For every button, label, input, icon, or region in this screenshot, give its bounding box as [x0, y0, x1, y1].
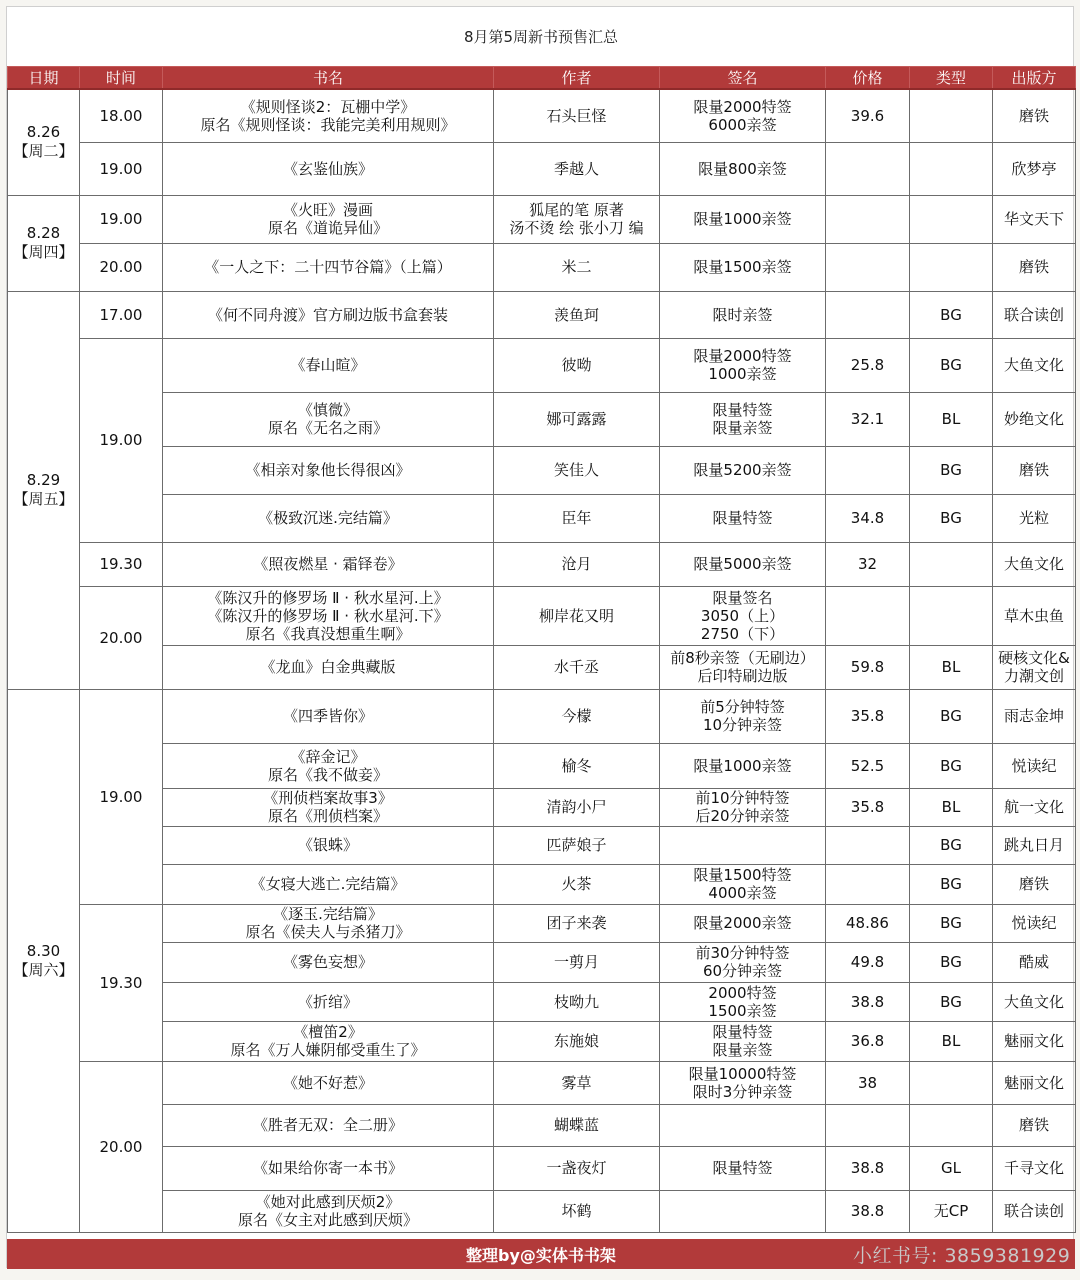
header-time: 时间 — [80, 67, 163, 90]
publisher-cell: 光粒 — [993, 494, 1076, 542]
header-row — [8, 67, 1076, 90]
signature-cell: 限量2000特签 6000亲签 — [660, 89, 826, 142]
genre-cell: BG — [910, 338, 993, 392]
time-cell: 20.00 — [80, 586, 163, 689]
signature-cell: 2000特签 1500亲签 — [660, 982, 826, 1021]
author-cell: 一剪月 — [494, 942, 660, 982]
table-row — [8, 446, 1076, 494]
table-row — [8, 1104, 1076, 1146]
genre-cell: BG — [910, 689, 993, 743]
signature-cell: 限量10000特签 限时3分钟亲签 — [660, 1061, 826, 1104]
author-cell: 榆冬 — [494, 743, 660, 788]
genre-cell: BG — [910, 904, 993, 942]
header-date: 日期 — [8, 67, 80, 90]
genre-cell — [910, 243, 993, 291]
footer-credit: 整理by@实体书书架 — [7, 1239, 1075, 1269]
price-cell: 38.8 — [826, 1190, 910, 1232]
publisher-cell: 华文天下 — [993, 195, 1076, 243]
signature-cell: 限量签名 3050（上） 2750（下） — [660, 586, 826, 645]
table-row — [8, 645, 1076, 689]
watermark: 小红书号: 3859381929 — [853, 1245, 1071, 1267]
genre-cell — [910, 586, 993, 645]
price-cell — [826, 195, 910, 243]
signature-cell: 限量特签 限量亲签 — [660, 1021, 826, 1061]
genre-cell — [910, 1104, 993, 1146]
signature-cell: 前8秒亲签（无刷边） 后印特刷边版 — [660, 645, 826, 689]
genre-cell: BG — [910, 826, 993, 864]
table-row — [8, 904, 1076, 942]
publisher-cell: 跳丸日月 — [993, 826, 1076, 864]
price-cell — [826, 291, 910, 338]
signature-cell: 限量2000特签 1000亲签 — [660, 338, 826, 392]
author-cell: 水千丞 — [494, 645, 660, 689]
genre-cell: BL — [910, 645, 993, 689]
author-cell: 臣年 — [494, 494, 660, 542]
price-cell: 32 — [826, 542, 910, 586]
price-cell: 32.1 — [826, 392, 910, 446]
book-title-cell: 《她对此感到厌烦2》 原名《女主对此感到厌烦》 — [163, 1190, 494, 1232]
publisher-cell: 磨铁 — [993, 864, 1076, 904]
genre-cell — [910, 542, 993, 586]
price-cell: 34.8 — [826, 494, 910, 542]
book-title-cell: 《火旺》漫画 原名《道诡异仙》 — [163, 195, 494, 243]
author-cell: 火茶 — [494, 864, 660, 904]
price-cell — [826, 1104, 910, 1146]
header-price: 价格 — [826, 67, 910, 90]
author-cell: 东施娘 — [494, 1021, 660, 1061]
signature-cell: 限量1500特签 4000亲签 — [660, 864, 826, 904]
price-cell: 36.8 — [826, 1021, 910, 1061]
signature-cell: 限量5000亲签 — [660, 542, 826, 586]
signature-cell: 限量5200亲签 — [660, 446, 826, 494]
publisher-cell: 悦读纪 — [993, 904, 1076, 942]
author-cell: 彼呦 — [494, 338, 660, 392]
book-title-cell: 《照夜燃星 · 霜铎卷》 — [163, 542, 494, 586]
table-row — [8, 689, 1076, 743]
time-cell: 19.00 — [80, 689, 163, 904]
table-row — [8, 982, 1076, 1021]
book-title-cell: 《一人之下：二十四节谷篇》（上篇） — [163, 243, 494, 291]
signature-cell: 限量2000亲签 — [660, 904, 826, 942]
price-cell: 38 — [826, 1061, 910, 1104]
genre-cell — [910, 89, 993, 142]
publisher-cell: 魅丽文化 — [993, 1061, 1076, 1104]
signature-cell: 限量1000亲签 — [660, 195, 826, 243]
publisher-cell: 雨志金坤 — [993, 689, 1076, 743]
author-cell: 团子来袭 — [494, 904, 660, 942]
header-title: 书名 — [163, 67, 494, 90]
genre-cell: BG — [910, 291, 993, 338]
genre-cell: BG — [910, 864, 993, 904]
time-cell: 19.00 — [80, 338, 163, 542]
table-row — [8, 89, 1076, 142]
header-publisher: 出版方 — [993, 67, 1076, 90]
signature-cell: 限量特签 — [660, 494, 826, 542]
author-cell: 柳岸花又明 — [494, 586, 660, 645]
date-cell: 8.30 【周六】 — [8, 689, 80, 1232]
schedule-sheet — [6, 6, 1074, 1268]
date-cell: 8.26 【周二】 — [8, 89, 80, 195]
author-cell: 匹萨娘子 — [494, 826, 660, 864]
publisher-cell: 大鱼文化 — [993, 542, 1076, 586]
book-title-cell: 《女寝大逃亡.完结篇》 — [163, 864, 494, 904]
book-title-cell: 《龙血》白金典藏版 — [163, 645, 494, 689]
price-cell: 38.8 — [826, 982, 910, 1021]
book-title-cell: 《檀笛2》 原名《万人嫌阴郁受重生了》 — [163, 1021, 494, 1061]
genre-cell: 无CP — [910, 1190, 993, 1232]
price-cell: 35.8 — [826, 689, 910, 743]
author-cell: 狐尾的笔 原著 汤不烫 绘 张小刀 编 — [494, 195, 660, 243]
book-title-cell: 《折绾》 — [163, 982, 494, 1021]
price-cell — [826, 446, 910, 494]
publisher-cell: 航一文化 — [993, 788, 1076, 826]
signature-cell — [660, 826, 826, 864]
publisher-cell: 磨铁 — [993, 1104, 1076, 1146]
table-row — [8, 788, 1076, 826]
publisher-cell: 磨铁 — [993, 446, 1076, 494]
time-cell: 18.00 — [80, 89, 163, 142]
signature-cell: 限量800亲签 — [660, 142, 826, 195]
table-row — [8, 826, 1076, 864]
publisher-cell: 千寻文化 — [993, 1146, 1076, 1190]
signature-cell: 前10分钟特签 后20分钟亲签 — [660, 788, 826, 826]
presale-table — [7, 66, 1076, 1233]
time-cell: 19.00 — [80, 195, 163, 243]
genre-cell — [910, 142, 993, 195]
time-cell: 20.00 — [80, 1061, 163, 1232]
signature-cell — [660, 1190, 826, 1232]
table-row — [8, 1146, 1076, 1190]
signature-cell: 限量特签 限量亲签 — [660, 392, 826, 446]
price-cell: 52.5 — [826, 743, 910, 788]
book-title-cell: 《慎微》 原名《无名之雨》 — [163, 392, 494, 446]
table-row — [8, 142, 1076, 195]
author-cell: 蝴蝶蓝 — [494, 1104, 660, 1146]
publisher-cell: 磨铁 — [993, 89, 1076, 142]
table-body — [8, 89, 1076, 1232]
publisher-cell: 欣梦亭 — [993, 142, 1076, 195]
price-cell: 49.8 — [826, 942, 910, 982]
signature-cell: 前30分钟特签 60分钟亲签 — [660, 942, 826, 982]
header-author: 作者 — [494, 67, 660, 90]
book-title-cell: 《春山暄》 — [163, 338, 494, 392]
book-title-cell: 《胜者无双：全二册》 — [163, 1104, 494, 1146]
date-cell: 8.28 【周四】 — [8, 195, 80, 291]
author-cell: 米二 — [494, 243, 660, 291]
author-cell: 笑佳人 — [494, 446, 660, 494]
publisher-cell: 硬核文化& 力潮文创 — [993, 645, 1076, 689]
book-title-cell: 《四季皆你》 — [163, 689, 494, 743]
table-row — [8, 542, 1076, 586]
publisher-cell: 悦读纪 — [993, 743, 1076, 788]
author-cell: 季越人 — [494, 142, 660, 195]
book-title-cell: 《极致沉迷.完结篇》 — [163, 494, 494, 542]
author-cell: 石头巨怪 — [494, 89, 660, 142]
author-cell: 枝呦九 — [494, 982, 660, 1021]
book-title-cell: 《银蛛》 — [163, 826, 494, 864]
table-row — [8, 743, 1076, 788]
author-cell: 羡鱼珂 — [494, 291, 660, 338]
signature-cell: 限量1500亲签 — [660, 243, 826, 291]
time-cell: 17.00 — [80, 291, 163, 338]
table-row — [8, 291, 1076, 338]
book-title-cell: 《规则怪谈2：瓦棚中学》 原名《规则怪谈：我能完美利用规则》 — [163, 89, 494, 142]
book-title-cell: 《相亲对象他长得很凶》 — [163, 446, 494, 494]
author-cell: 清韵小尸 — [494, 788, 660, 826]
genre-cell: BG — [910, 446, 993, 494]
book-title-cell: 《逐玉.完结篇》 原名《侯夫人与杀猪刀》 — [163, 904, 494, 942]
genre-cell: BG — [910, 743, 993, 788]
author-cell: 今檬 — [494, 689, 660, 743]
table-row — [8, 494, 1076, 542]
genre-cell: BG — [910, 982, 993, 1021]
price-cell: 39.6 — [826, 89, 910, 142]
table-row — [8, 338, 1076, 392]
book-title-cell: 《玄鉴仙族》 — [163, 142, 494, 195]
price-cell: 59.8 — [826, 645, 910, 689]
publisher-cell: 联合读创 — [993, 291, 1076, 338]
signature-cell: 前5分钟特签 10分钟亲签 — [660, 689, 826, 743]
genre-cell — [910, 1061, 993, 1104]
author-cell: 雾草 — [494, 1061, 660, 1104]
book-title-cell: 《刑侦档案故事3》 原名《刑侦档案》 — [163, 788, 494, 826]
genre-cell — [910, 195, 993, 243]
book-title-cell: 《她不好惹》 — [163, 1061, 494, 1104]
time-cell: 20.00 — [80, 243, 163, 291]
publisher-cell: 大鱼文化 — [993, 338, 1076, 392]
publisher-cell: 磨铁 — [993, 243, 1076, 291]
genre-cell: BG — [910, 494, 993, 542]
time-cell: 19.30 — [80, 904, 163, 1061]
book-title-cell: 《陈汉升的修罗场 Ⅱ · 秋水星河.上》 《陈汉升的修罗场 Ⅱ · 秋水星河.下》 原名《我真没想重生啊》 — [163, 586, 494, 645]
book-title-cell: 《如果给你寄一本书》 — [163, 1146, 494, 1190]
price-cell — [826, 243, 910, 291]
price-cell: 48.86 — [826, 904, 910, 942]
genre-cell: GL — [910, 1146, 993, 1190]
time-cell: 19.00 — [80, 142, 163, 195]
price-cell — [826, 142, 910, 195]
genre-cell: BL — [910, 392, 993, 446]
signature-cell — [660, 1104, 826, 1146]
page-title: 8月第5周新书预售汇总 — [463, 27, 619, 46]
book-title-cell: 《雾色妄想》 — [163, 942, 494, 982]
price-cell — [826, 586, 910, 645]
price-cell: 35.8 — [826, 788, 910, 826]
time-cell: 19.30 — [80, 542, 163, 586]
header-sign: 签名 — [660, 67, 826, 90]
signature-cell: 限量1000亲签 — [660, 743, 826, 788]
publisher-cell: 联合读创 — [993, 1190, 1076, 1232]
header-type: 类型 — [910, 67, 993, 90]
table-row — [8, 243, 1076, 291]
publisher-cell: 草木虫鱼 — [993, 586, 1076, 645]
publisher-cell: 魅丽文化 — [993, 1021, 1076, 1061]
author-cell: 沧月 — [494, 542, 660, 586]
genre-cell: BL — [910, 788, 993, 826]
publisher-cell: 大鱼文化 — [993, 982, 1076, 1021]
table-row — [8, 1021, 1076, 1061]
genre-cell: BG — [910, 942, 993, 982]
table-row — [8, 864, 1076, 904]
author-cell: 坏鹤 — [494, 1190, 660, 1232]
signature-cell: 限量特签 — [660, 1146, 826, 1190]
signature-cell: 限时亲签 — [660, 291, 826, 338]
table-row — [8, 1061, 1076, 1104]
date-cell: 8.29 【周五】 — [8, 291, 80, 689]
table-row — [8, 586, 1076, 645]
price-cell — [826, 826, 910, 864]
table-row — [8, 1190, 1076, 1232]
table-row — [8, 392, 1076, 446]
price-cell: 25.8 — [826, 338, 910, 392]
genre-cell: BL — [910, 1021, 993, 1061]
price-cell — [826, 864, 910, 904]
table-row — [8, 942, 1076, 982]
book-title-cell: 《辞金记》 原名《我不做妾》 — [163, 743, 494, 788]
publisher-cell: 妙绝文化 — [993, 392, 1076, 446]
author-cell: 一盏夜灯 — [494, 1146, 660, 1190]
price-cell: 38.8 — [826, 1146, 910, 1190]
book-title-cell: 《何不同舟渡》官方刷边版书盒套装 — [163, 291, 494, 338]
table-row — [8, 195, 1076, 243]
publisher-cell: 酷威 — [993, 942, 1076, 982]
author-cell: 娜可露露 — [494, 392, 660, 446]
